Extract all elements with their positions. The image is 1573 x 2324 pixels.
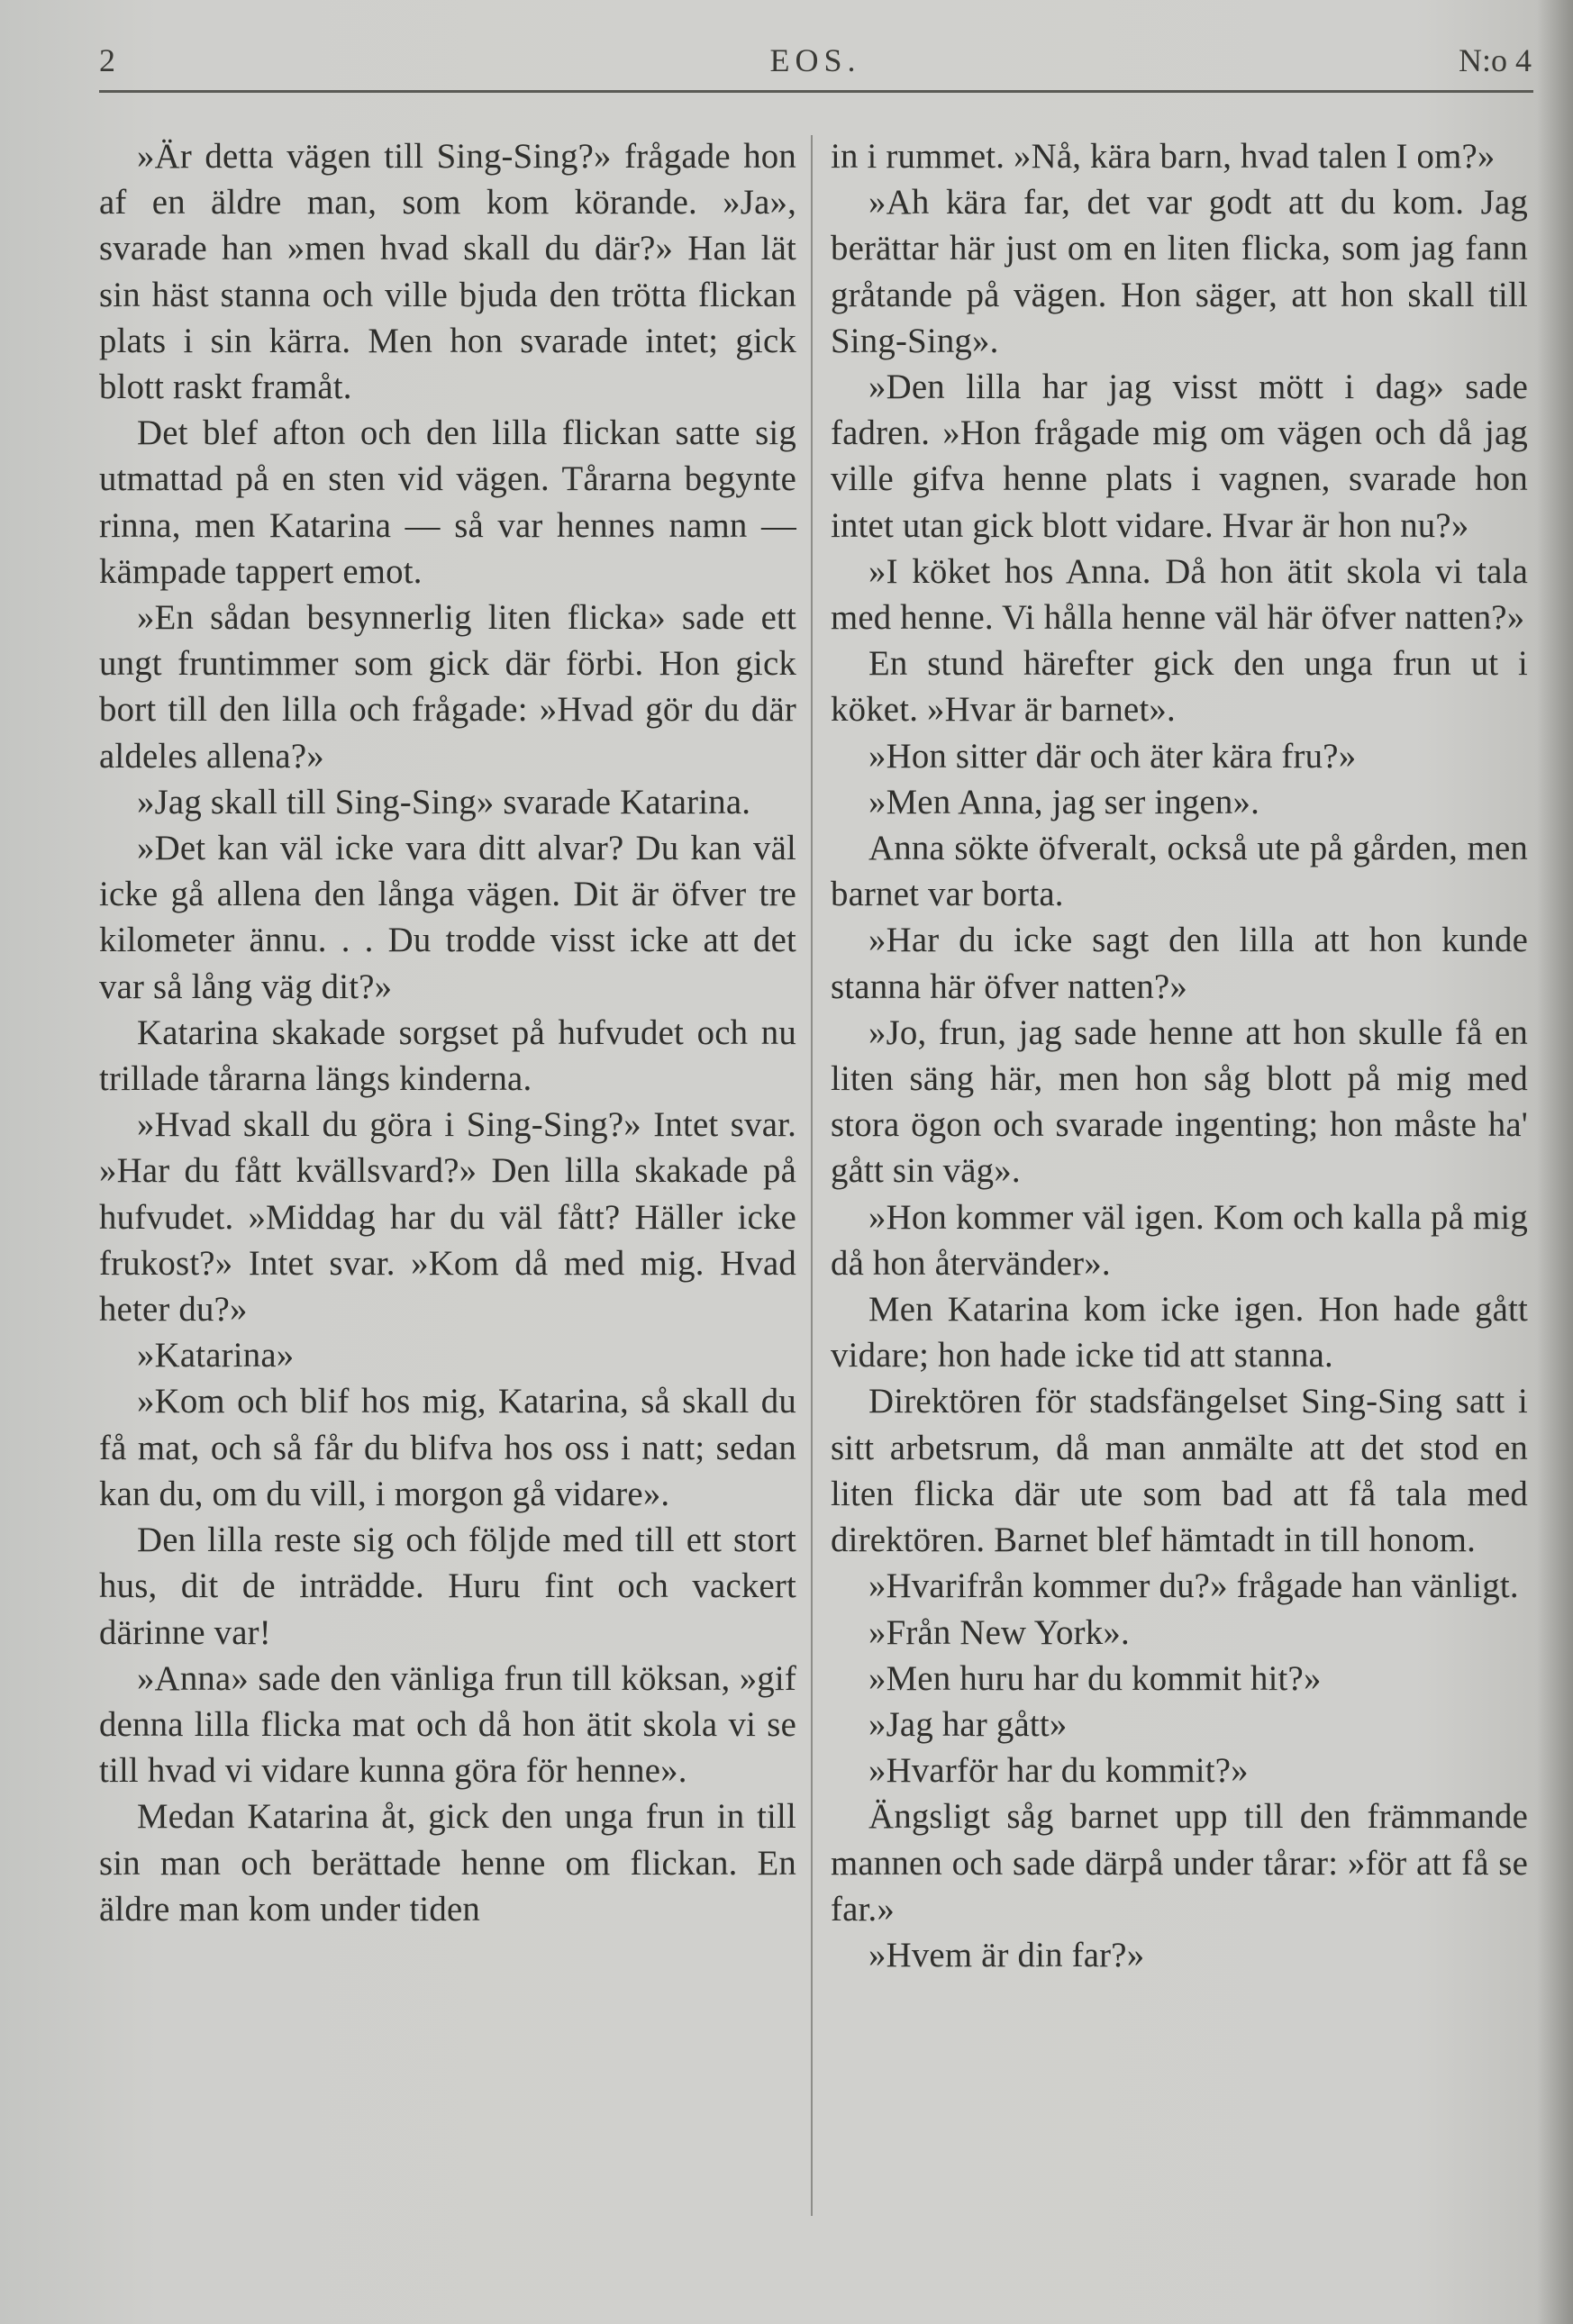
paragraph: »Kom och blif hos mig, Katarina, så skall du få mat, och så får du blifva hos oss i natt; sedan kan du, om du vill, i morgon gå vidare».	[99, 1382, 796, 1513]
issue-number: N:o 4	[1459, 42, 1532, 78]
paragraph: Den lilla reste sig och följde med till ett stort hus, dit de inträdde. Huru fint och vackert därinne var!	[99, 1521, 796, 1652]
paragraph: »Den lilla har jag visst mött i dag» sade fadren. »Hon frågade mig om vägen och då jag ville gifva henne plats i vagnen, svarade hon intet utan gick blott vidare. Hvar är hon nu?»	[831, 368, 1528, 545]
page-number: 2	[99, 42, 115, 78]
paragraph: Men Katarina kom icke igen. Hon hade gått vidare; hon hade icke tid att stanna.	[831, 1290, 1528, 1375]
paragraph: »Ah kära far, det var godt att du kom. Jag berättar här just om en liten flicka, som jag fann gråtande på vägen. Hon säger, att hon skall till Sing-Sing».	[831, 183, 1528, 360]
paragraph: »Hvem är din far?»	[868, 1935, 1145, 1974]
paragraph: Det blef afton och den lilla flickan satte sig utmattad på en sten vid vägen. Tårarna begynte rinna, men Katarina — så var hennes namn — kämpade tappert emot.	[99, 413, 796, 591]
paragraph: Ängsligt såg barnet upp till den främmande mannen och sade därpå under tårar: »för att få se far.»	[831, 1797, 1528, 1929]
paragraph: Direktören för stadsfängelset Sing-Sing satt i sitt arbetsrum, då man anmälte att det stod en liten flicka där ute som bad att få tala med direktören. Barnet blef hämtadt in till honom.	[831, 1382, 1528, 1560]
paragraph: »Hon sitter där och äter kära fru?»	[868, 736, 1357, 776]
paragraph: »Jo, frun, jag sade henne att hon skulle få en liten säng här, men hon såg blott på mig med stora ögon och svarade ingenting; hon måste ha' gått sin väg».	[831, 1012, 1528, 1191]
column-divider	[811, 135, 813, 2216]
paragraph: »I köket hos Anna. Då hon ätit skola vi tala med henne. Vi hålla henne väl här öfver natten?»	[831, 551, 1528, 638]
paragraph: »Hon kommer väl igen. Kom och kalla på mig då hon återvänder».	[831, 1197, 1528, 1283]
paragraph: »Men huru har du kommit hit?»	[868, 1658, 1322, 1698]
paragraph: »Katarina»	[137, 1336, 295, 1375]
page-header	[99, 41, 1532, 81]
paragraph: »Det kan väl icke vara ditt alvar? Du kan väl icke gå allena den långa vägen. Dit är öfver tre kilometer ännu. . . Du trodde visst icke att det var så lång väg dit?»	[99, 829, 796, 1006]
paragraph: »Jag har gått»	[868, 1704, 1068, 1744]
paragraph: »Hvarför har du kommit?»	[868, 1751, 1249, 1791]
paragraph: Medan Katarina åt, gick den unga frun in till sin man och berättade henne om flickan. En äldre man kom under tiden	[99, 1797, 796, 1929]
journal-title: EOS.	[769, 42, 861, 78]
paragraph: »Från New York».	[868, 1612, 1130, 1652]
header-rule	[99, 90, 1533, 93]
paragraph: »En sådan besynnerlig liten flicka» sade ett ungt fruntimmer som gick där förbi. Hon gick bort till den lilla och frågade: »Hvad gör du där aldeles allena?»	[99, 598, 796, 776]
paragraph: »Jag skall till Sing-Sing» svarade Katarina.	[137, 782, 751, 822]
paragraph: »Har du icke sagt den lilla att hon kunde stanna här öfver natten?»	[831, 921, 1528, 1006]
paragraph: »Hvarifrån kommer du?» frågade han vänligt.	[868, 1566, 1519, 1606]
page-edge-shadow	[1537, 0, 1573, 2324]
paragraph: »Är detta vägen till Sing-Sing?» frågade hon af en äldre man, som kom körande. »Ja», svarade han »men hvad skall du där?» Han lät sin häst stanna och ville bjuda den trötta flickan plats i sin kärra. Men hon svarade intet; gick blott raskt framåt.	[99, 137, 796, 407]
paragraph: »Anna» sade den vänliga frun till köksan, »gif denna lilla flicka mat och då hon ätit skola vi se till hvad vi vidare kunna göra för henne».	[99, 1658, 796, 1791]
paragraph: »Men Anna, jag ser ingen».	[868, 782, 1260, 822]
paragraph: »Hvad skall du göra i Sing-Sing?» Intet svar. »Har du fått kvällsvard?» Den lilla skakade på hufvudet. »Middag har du väl fått? Häller icke frukost?» Intet svar. »Kom då med mig. Hvad heter du?»	[99, 1105, 796, 1330]
right-column	[831, 133, 1528, 1978]
paragraph: En stund härefter gick den unga frun ut i köket. »Hvar är barnet».	[831, 644, 1528, 730]
paragraph: Katarina skakade sorgset på hufvudet och nu trillade tårarna längs kinderna.	[99, 1012, 796, 1099]
left-column	[99, 133, 796, 1932]
paragraph: in i rummet. »Nå, kära barn, hvad talen I om?»	[831, 137, 1496, 176]
paragraph: Anna sökte öfveralt, också ute på gården, men barnet var borta.	[831, 829, 1528, 914]
